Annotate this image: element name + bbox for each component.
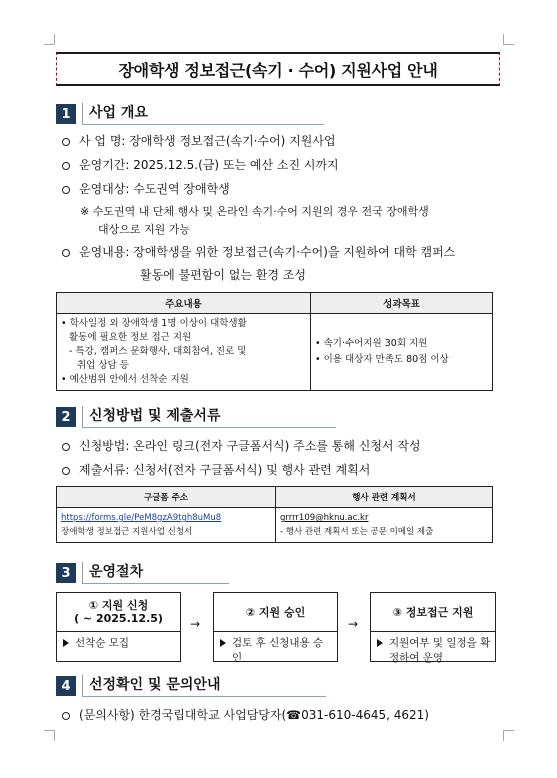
table-cell-line: 취업 상담 등 <box>77 360 129 371</box>
overview-content-1: 운영내용: 장애학생을 위한 정보접근(속기·수어)을 지원하여 대학 캠퍼스 <box>62 243 455 260</box>
apply-method: 신청방법: 온라인 링크(전자 구글폼서식) 주소를 통해 신청서 작성 <box>62 437 421 454</box>
process-step-body: 지원여부 및 일정을 확정하여 운영 <box>371 632 495 670</box>
overview-content-2: 활동에 불편함이 없는 환경 조성 <box>140 268 306 282</box>
crop-mark-bottom-left <box>44 730 55 741</box>
overview-table <box>56 292 493 391</box>
arrow-right-icon: → <box>190 617 201 631</box>
section-label: 선정확인 및 문의안내 <box>82 675 226 697</box>
process-step-head <box>57 593 180 632</box>
table-cell-goal <box>311 314 493 391</box>
process-step-head <box>214 593 337 632</box>
overview-period: 운영기간: 2025.12.5.(금) 또는 예산 소진 시까지 <box>62 156 339 173</box>
table-header: 구글폼 주소 <box>57 487 276 508</box>
section-header-1 <box>56 103 324 125</box>
crop-mark-bottom-right <box>503 730 514 741</box>
overview-name: 사 업 명: 장애학생 정보접근(속기·수어) 지원사업 <box>62 132 336 149</box>
bullet-icon <box>62 138 70 146</box>
process-step-title: ③ 정보접근 지원 <box>392 606 474 619</box>
section-header-4 <box>56 675 326 697</box>
process-step-title: ① 지원 신청 <box>88 599 149 612</box>
table-header: 주요내용 <box>57 293 311 314</box>
bullet-icon <box>62 186 70 194</box>
table-header: 행사 관련 계획서 <box>276 487 493 508</box>
process-step-3 <box>370 592 496 662</box>
section-label: 신청방법 및 제출서류 <box>82 406 226 428</box>
section-underline <box>154 124 324 125</box>
apply-table <box>56 486 493 543</box>
bullet-icon <box>62 467 70 475</box>
crop-mark-top-right <box>503 34 514 45</box>
contact-info: (문의사항) 한경국립대학교 사업담당자(☎031-610-4645, 4621) <box>62 706 429 723</box>
bullet-icon <box>62 712 70 720</box>
arrow-right-icon: → <box>348 617 359 631</box>
section-number: 4 <box>56 676 76 696</box>
document-title: 장애학생 정보접근(속기 · 수어) 지원사업 안내 <box>118 60 438 80</box>
bullet-icon <box>62 162 70 170</box>
process-step-1 <box>56 592 181 662</box>
process-step-2 <box>213 592 338 662</box>
overview-note-2: 대상으로 지원 가능 <box>98 223 191 236</box>
process-step-body: 선착순 모집 <box>57 632 180 655</box>
process-step-title: ② 지원 승인 <box>245 606 306 619</box>
process-step-date: ( ~ 2025.12.5) <box>74 612 163 625</box>
table-cell-line: • 속기·수어지원 30회 지원 <box>315 338 428 349</box>
section-underline <box>226 696 326 697</box>
table-cell-line: - 특강, 캠퍼스 문화행사, 대회참여, 진로 및 <box>69 346 247 357</box>
section-number: 2 <box>56 407 76 427</box>
plan-cell <box>276 508 493 543</box>
section-underline <box>149 583 229 584</box>
email-link[interactable]: grrrr109@hknu.ac.kr <box>280 513 369 523</box>
table-cell-main-content <box>57 314 311 391</box>
google-form-link[interactable]: https://forms.gle/PeM8gzA9tgh8uMu8 <box>61 513 222 523</box>
section-underline <box>226 427 336 428</box>
overview-note-1: ※ 수도권역 내 단체 행사 및 온라인 속기·수어 지원의 경우 전국 장애학생 <box>80 205 429 218</box>
section-number: 3 <box>56 563 76 583</box>
section-label: 사업 개요 <box>82 103 154 125</box>
section-number: 1 <box>56 104 76 124</box>
section-header-2 <box>56 406 336 428</box>
table-header: 성과목표 <box>311 293 493 314</box>
process-step-head <box>371 593 495 632</box>
triangle-right-icon <box>377 639 383 647</box>
table-cell-line: 활동에 필요한 정보 접근 지원 <box>69 332 192 343</box>
google-form-desc: 장애학생 정보접근 지원사업 신청서 <box>61 527 193 537</box>
process-step-body: 검토 후 신청내용 승인 <box>214 632 337 670</box>
bullet-icon <box>62 249 70 257</box>
overview-target: 운영대상: 수도권역 장애학생 <box>62 180 230 197</box>
table-cell-line: • 예산범위 안에서 선착순 지원 <box>61 374 189 385</box>
triangle-right-icon <box>63 639 69 647</box>
table-cell-line: • 이용 대상자 만족도 80점 이상 <box>315 354 449 365</box>
apply-docs: 제출서류: 신청서(전자 구글폼서식) 및 행사 관련 계획서 <box>62 461 370 478</box>
section-header-3 <box>56 562 229 584</box>
document-title-box <box>56 52 500 86</box>
crop-mark-top-left <box>44 34 55 45</box>
section-label: 운영절차 <box>82 562 149 584</box>
triangle-right-icon <box>220 639 226 647</box>
google-form-cell <box>57 508 276 543</box>
bullet-icon <box>62 443 70 451</box>
email-desc: - 행사 관련 계획서 또는 공문 이메일 제출 <box>280 527 434 537</box>
table-cell-line: • 학사일정 외 장애학생 1명 이상이 대학생활 <box>61 318 247 329</box>
